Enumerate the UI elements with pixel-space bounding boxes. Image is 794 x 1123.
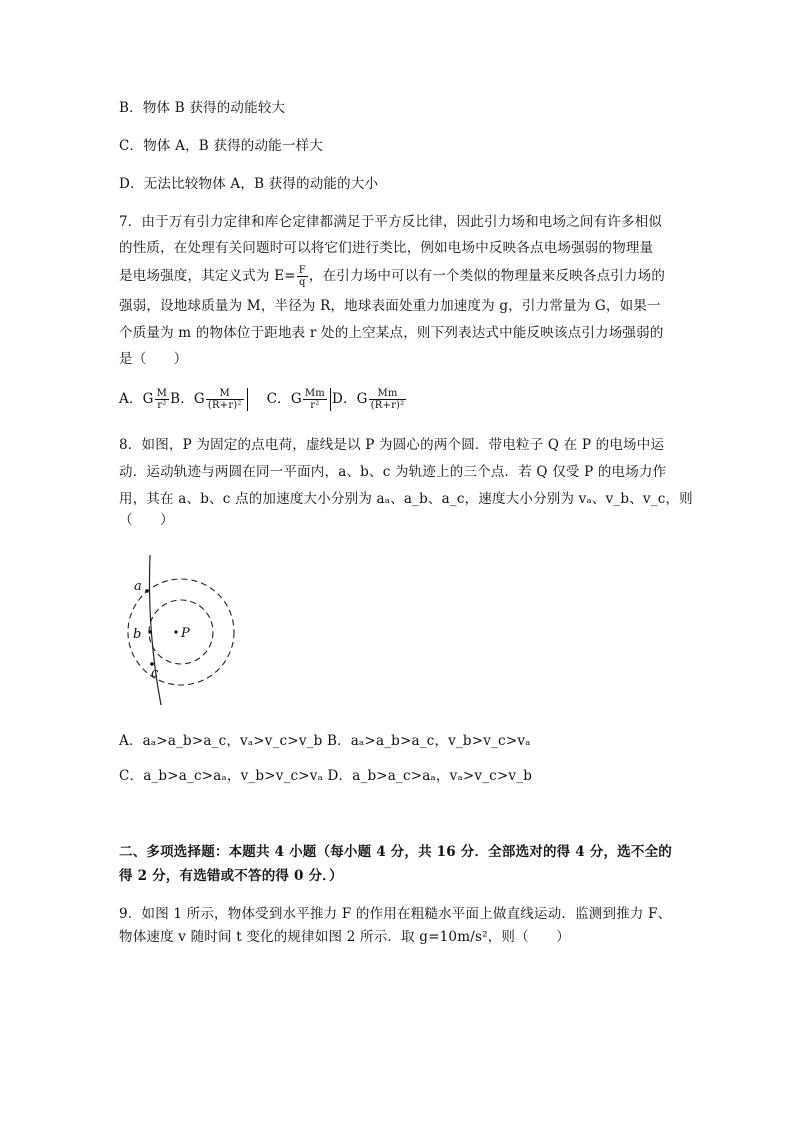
q7-line-3-a: 是电场强度，其定义式为 E= [119, 268, 296, 284]
q7-option-c-num: Mm [304, 388, 325, 399]
q6-option-d: D．无法比较物体 A，B 获得的动能的大小 [119, 176, 379, 192]
q8-line-1: 8．如图，P 为固定的点电荷，虚线是以 P 为圆心的两个圆．带电粒子 Q 在 P 的电场中运 [119, 437, 665, 453]
q8-options-row-2 [119, 766, 532, 786]
label-a: a [134, 579, 142, 594]
q8-option-b: B．aₐ>a_b>a_c，v_b>v_c>vₐ [326, 733, 531, 749]
label-p: P [181, 626, 190, 641]
q7-option-a-prefix: A．G [119, 391, 154, 407]
section-2-heading-line-2: 得 2 分，有选错或不答的得 0 分．） [119, 868, 343, 884]
q7-line-3-b: ，在引力场中可以有一个类似的物理量来反映各点引力场的 [308, 268, 666, 284]
q7-line-1: 7．由于万有引力定律和库仑定律都满足于平方反比律，因此引力场和电场之间有许多相似 [119, 214, 663, 230]
q9-line-2: 物体速度 v 随时间 t 变化的规律如图 2 所示．取 g=10m/s²，则（ ） [119, 929, 570, 945]
q7-option-b-num: M [206, 388, 244, 400]
q7-option-d [331, 388, 407, 411]
label-c: c [151, 666, 159, 681]
trajectory-curve [149, 555, 161, 705]
q8-options-row-1 [119, 731, 531, 751]
q7-option-d-fraction [369, 388, 407, 411]
q7-option-d-den: (R+r)² [370, 400, 405, 411]
q8-option-d: D．a_b>a_c>aₐ，vₐ>v_c>v_b [327, 768, 533, 784]
q8-line-4: （ ） [119, 512, 174, 528]
q7-option-c-fraction [303, 388, 331, 411]
efield-numerator: F [298, 265, 306, 276]
q7-option-a-fraction [155, 388, 169, 411]
section-2-heading-line-1: 二、多项选择题：本题共 4 小题（每小题 4 分，共 16 分．全部选对的得 4 分，选不全的 [119, 844, 672, 860]
q7-option-a-den: r² [157, 400, 167, 411]
q7-option-c-den: r² [310, 400, 320, 411]
efield-denominator: q [299, 277, 306, 288]
q7-option-c-prefix: C．G [266, 391, 302, 407]
q8-line-2: 动．运动轨迹与两圆在同一平面内，a、b、c 为轨迹上的三个点．若 Q 仅受 P 的电场力作 [119, 464, 667, 480]
q6-option-c: C．物体 A，B 获得的动能一样大 [119, 138, 323, 154]
q7-option-d-prefix: D．G [331, 391, 368, 407]
field-diagram [119, 553, 244, 705]
q7-option-b-fraction [206, 388, 248, 411]
q6-option-b: B．物体 B 获得的动能较大 [119, 100, 286, 116]
q7-option-d-num: Mm [369, 388, 407, 400]
q7-option-b-prefix: B．G [170, 391, 205, 407]
point-b [148, 630, 152, 634]
q8-option-c: C．a_b>a_c>aₐ，v_b>v_c>vₐ [119, 768, 324, 784]
q7-option-a-num: M [156, 388, 168, 399]
point-a [145, 589, 149, 593]
q7-option-a [119, 388, 170, 411]
q9-line-1: 9．如图 1 所示，物体受到水平推力 F 的作用在粗糙水平面上做直线运动．监测到推力 F、 [119, 906, 672, 922]
q7-line-6: 是（ ） [119, 351, 188, 367]
q8-option-a: A．aₐ>a_b>a_c，vₐ>v_c>v_b [119, 733, 323, 749]
q7-option-b [170, 388, 249, 411]
q7-options [119, 388, 407, 411]
q7-line-2: 的性质，在处理有关问题时可以将它们进行类比，例如电场中反映各点电场强弱的物理量 [119, 240, 654, 256]
q7-line-5: 个质量为 m 的物体位于距地表 r 处的上空某点，则下列表达式中能反映该点引力场强弱的 [119, 325, 664, 341]
q7-option-b-den: (R+r)² [207, 400, 242, 411]
q8-line-3: 用，其在 a、b、c 点的加速度大小分别为 aₐ、a_b、a_c，速度大小分别为 vₐ、v_b、v_c，则 [119, 491, 693, 507]
label-b: b [133, 627, 142, 642]
point-p [174, 630, 177, 633]
q7-line-3 [119, 265, 665, 288]
efield-fraction [297, 265, 308, 288]
q7-line-4: 强弱，设地球质量为 M，半径为 R，地球表面处重力加速度为 g，引力常量为 G，如果一 [119, 298, 661, 314]
q7-option-c [266, 388, 332, 411]
